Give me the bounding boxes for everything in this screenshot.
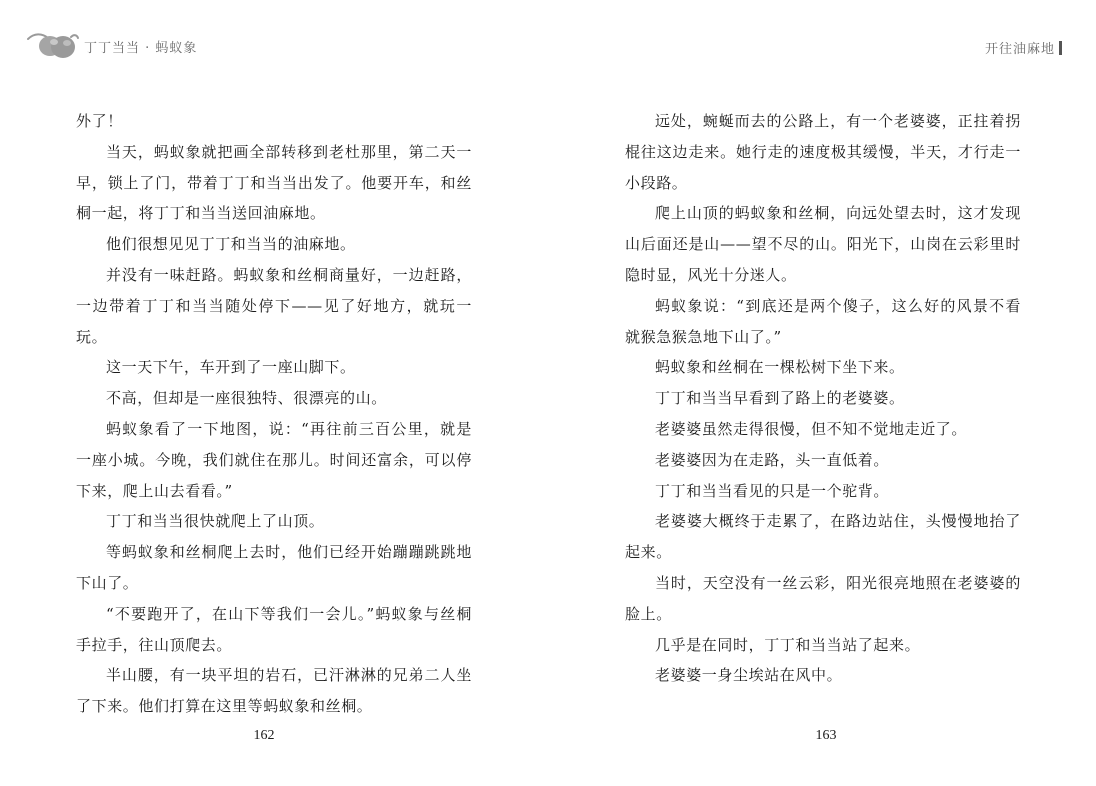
gourd-logo-icon	[26, 29, 80, 63]
paragraph: 蚂蚁象看了一下地图，说：“再往前三百公里，就是一座小城。今晚，我们就住在那儿。时间还富余，可以停下来，爬上山去看看。”	[76, 419, 472, 500]
series-title: 丁丁当当 · 蚂蚁象	[84, 40, 198, 56]
paragraph: 丁丁和当当早看到了路上的老婆婆。	[655, 389, 905, 408]
paragraph: 老婆婆一身尘埃站在风中。	[655, 666, 843, 685]
paragraph: 老婆婆虽然走得很慢，但不知不觉地走近了。	[655, 419, 968, 438]
paragraph: 不高，但却是一座很独特、很漂亮的山。	[106, 389, 387, 408]
paragraph: 几乎是在同时，丁丁和当当站了起来。	[655, 635, 921, 654]
paragraph: 外了！	[76, 112, 123, 130]
paragraph: 当天，蚂蚁象就把画全部转移到老杜那里，第二天一早，锁上了门，带着丁丁和当当出发了。他要开车，和丝桐一起，将丁丁和当当送回油麻地。	[76, 142, 472, 223]
paragraph: 当时，天空没有一丝云彩，阳光很亮地照在老婆婆的脸上。	[625, 573, 1021, 623]
paragraph: 丁丁和当当很快就爬上了山顶。	[106, 512, 325, 531]
running-header-left	[26, 28, 197, 64]
running-header-right	[985, 38, 1062, 57]
right-page	[548, 0, 1096, 786]
paragraph: 等蚂蚁象和丝桐爬上去时，他们已经开始蹦蹦跳跳地下山了。	[76, 543, 472, 592]
paragraph: 远处，蜿蜒而去的公路上，有一个老婆婆，正拄着拐棍往这边走来。她行走的速度极其缓慢，半天，才行走一小段路。	[625, 112, 1021, 192]
paragraph: 爬上山顶的蚂蚁象和丝桐，向远处望去时，这才发现山后面还是山——望不尽的山。阳光下，山岗在云彩里时隐时显，风光十分迷人。	[625, 204, 1021, 284]
page-number-right: 163	[815, 728, 837, 743]
chapter-title: 开往油麻地	[984, 42, 1055, 57]
paragraph: 半山腰，有一块平坦的岩石，已汗淋淋的兄弟二人坐了下来。他们打算在这里等蚂蚁象和丝桐。	[76, 666, 472, 716]
paragraph: 老婆婆大概终于走累了，在路边站住，头慢慢地抬了起来。	[625, 512, 1021, 562]
vertical-bar-icon	[1059, 41, 1062, 55]
right-page-body	[625, 106, 1021, 691]
paragraph: 这一天下午，车开到了一座山脚下。	[106, 358, 356, 377]
paragraph: 并没有一味赶路。蚂蚁象和丝桐商量好，一边赶路，一边带着丁丁和当当随处停下——见了好地方，就玩一玩。	[76, 265, 472, 346]
paragraph: 蚂蚁象说：“到底还是两个傻子，这么好的风景不看就猴急猴急地下山了。”	[625, 296, 1021, 346]
left-page-body	[76, 106, 472, 722]
paragraph: 蚂蚁象和丝桐在一棵松树下坐下来。	[655, 358, 905, 377]
paragraph: 他们很想见见丁丁和当当的油麻地。	[106, 235, 356, 254]
page-number-left: 162	[253, 728, 275, 743]
paragraph: “不要跑开了，在山下等我们一会儿。”蚂蚁象与丝桐手拉手，往山顶爬去。	[76, 604, 472, 654]
paragraph: 老婆婆因为在走路，头一直低着。	[655, 450, 890, 469]
paragraph: 丁丁和当当看见的只是一个驼背。	[655, 481, 890, 500]
